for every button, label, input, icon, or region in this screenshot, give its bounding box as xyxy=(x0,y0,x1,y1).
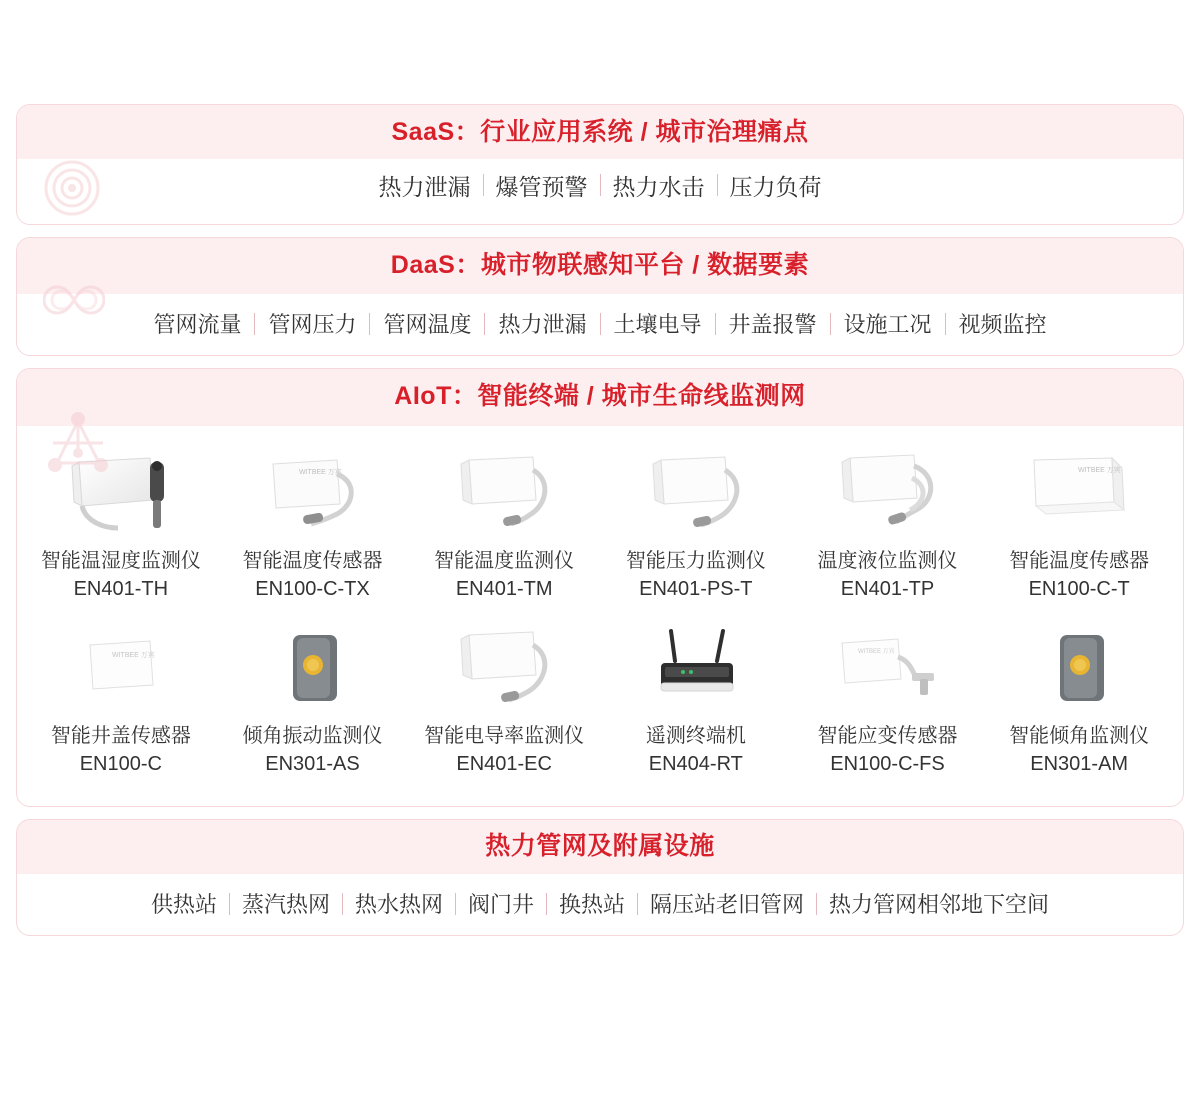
device-model: EN100-C-FS xyxy=(830,752,945,775)
device-name: 智能温度传感器 xyxy=(1009,549,1150,572)
flat-sensor-cable-icon xyxy=(232,448,392,540)
sensor-box-cable-icon xyxy=(424,448,584,540)
saas-tag: 压力负荷 xyxy=(729,173,822,200)
device-model: EN100-C-T xyxy=(1028,577,1130,600)
pipeline-tag: 隔压站老旧管网 xyxy=(650,892,805,917)
device-card[interactable] xyxy=(408,619,600,784)
daas-tag: 管网压力 xyxy=(268,312,357,337)
device-card[interactable] xyxy=(25,444,217,609)
grey-button-device-icon xyxy=(232,623,392,715)
saas-title xyxy=(27,119,1173,147)
device-card[interactable] xyxy=(217,619,409,784)
saas-title-prefix: SaaS： xyxy=(391,118,481,146)
flat-box-icon xyxy=(999,448,1159,540)
daas-header xyxy=(17,238,1183,295)
device-name: 智能压力监测仪 xyxy=(625,549,766,572)
device-model: EN401-TH xyxy=(73,577,169,600)
sensor-box-cable-icon xyxy=(616,448,776,540)
device-card[interactable] xyxy=(600,444,792,609)
pipeline-facilities-title: 热力管网及附属设施 xyxy=(485,831,715,860)
saas-tag-row xyxy=(27,169,1173,202)
device-model: EN401-EC xyxy=(456,752,552,775)
flat-square-sensor-icon xyxy=(41,623,201,715)
pipeline-tag: 阀门井 xyxy=(467,892,534,917)
device-grid xyxy=(25,444,1175,784)
daas-tag: 热力泄漏 xyxy=(498,312,587,337)
device-card[interactable] xyxy=(983,619,1175,784)
device-model: EN404-RT xyxy=(648,752,743,775)
device-model: EN301-AM xyxy=(1030,752,1129,775)
saas-tag: 热力泄漏 xyxy=(378,173,471,200)
device-card[interactable] xyxy=(600,619,792,784)
aiot-title xyxy=(27,383,1173,411)
device-card[interactable] xyxy=(792,619,984,784)
daas-tag: 土壤电导 xyxy=(613,312,702,337)
saas-panel xyxy=(16,104,1184,225)
daas-tag: 井盖报警 xyxy=(728,312,817,337)
device-card[interactable] xyxy=(25,619,217,784)
sensor-box-dual-cable-icon xyxy=(807,448,967,540)
sensor-box-cable-icon xyxy=(424,623,584,715)
device-model: EN100-C xyxy=(79,752,162,775)
device-model: EN100-C-TX xyxy=(255,577,370,600)
pipeline-tag: 供热站 xyxy=(150,892,217,917)
saas-body xyxy=(17,159,1183,224)
device-model: EN401-TM xyxy=(455,577,553,600)
saas-header xyxy=(17,105,1183,159)
device-card[interactable] xyxy=(408,444,600,609)
svg-text:WITBEE 万宾: WITBEE 万宾 xyxy=(299,468,343,476)
aiot-title-main: 智能终端 / 城市生命线监测网 xyxy=(477,382,806,410)
pipeline-facilities-body xyxy=(17,874,1183,935)
daas-title-prefix: DaaS： xyxy=(390,250,481,279)
device-name: 遥测终端机 xyxy=(645,724,746,747)
router-antenna-icon xyxy=(616,623,776,715)
daas-tag: 设施工况 xyxy=(843,312,932,337)
saas-tag: 爆管预警 xyxy=(495,173,588,200)
device-model: EN401-PS-T xyxy=(639,577,753,600)
device-model: EN401-TP xyxy=(840,577,935,600)
daas-tag-row xyxy=(27,308,1173,339)
device-card[interactable] xyxy=(983,444,1175,609)
strain-bracket-sensor-icon xyxy=(807,623,967,715)
pipeline-tag: 热力管网相邻地下空间 xyxy=(829,892,1050,917)
daas-title-main: 城市物联感知平台 / 数据要素 xyxy=(480,250,810,279)
daas-panel xyxy=(16,237,1184,357)
device-card[interactable] xyxy=(792,444,984,609)
device-name: 智能温度传感器 xyxy=(242,549,383,572)
pipeline-tag: 换热站 xyxy=(559,892,626,917)
aiot-panel xyxy=(16,368,1184,807)
sensor-box-probe-icon xyxy=(41,448,201,540)
pipeline-tag-row xyxy=(23,888,1177,919)
aiot-title-prefix: AIoT： xyxy=(394,382,478,410)
device-name: 智能应变传感器 xyxy=(817,724,958,747)
pipeline-tag: 热水热网 xyxy=(354,892,443,917)
aiot-header xyxy=(17,369,1183,426)
daas-tag: 视频监控 xyxy=(958,312,1047,337)
device-name: 智能倾角监测仪 xyxy=(1009,724,1150,747)
device-name: 倾角振动监测仪 xyxy=(242,724,383,747)
daas-tag: 管网温度 xyxy=(383,312,472,337)
device-model: EN301-AS xyxy=(265,752,360,775)
pipeline-facilities-panel xyxy=(16,819,1184,937)
device-name: 智能井盖传感器 xyxy=(50,724,191,747)
svg-text:WITBEE 万宾: WITBEE 万宾 xyxy=(1078,466,1121,474)
aiot-body xyxy=(17,426,1183,806)
saas-title-main: 行业应用系统 / 城市治理痛点 xyxy=(480,118,809,146)
daas-body xyxy=(17,294,1183,355)
grey-button-device-icon xyxy=(999,623,1159,715)
device-card[interactable] xyxy=(217,444,409,609)
pipeline-tag: 蒸汽热网 xyxy=(241,892,330,917)
saas-tag: 热力水击 xyxy=(612,173,705,200)
device-name: 智能电导率监测仪 xyxy=(424,724,585,747)
device-name: 智能温湿度监测仪 xyxy=(40,549,201,572)
pipeline-facilities-header xyxy=(17,820,1183,875)
svg-text:WITBEE 万宾: WITBEE 万宾 xyxy=(111,651,155,659)
daas-title xyxy=(27,252,1173,280)
device-name: 智能温度监测仪 xyxy=(434,549,575,572)
svg-text:WITBEE 万宾: WITBEE 万宾 xyxy=(858,648,896,655)
device-name: 温度液位监测仪 xyxy=(817,549,958,572)
daas-tag: 管网流量 xyxy=(153,312,242,337)
